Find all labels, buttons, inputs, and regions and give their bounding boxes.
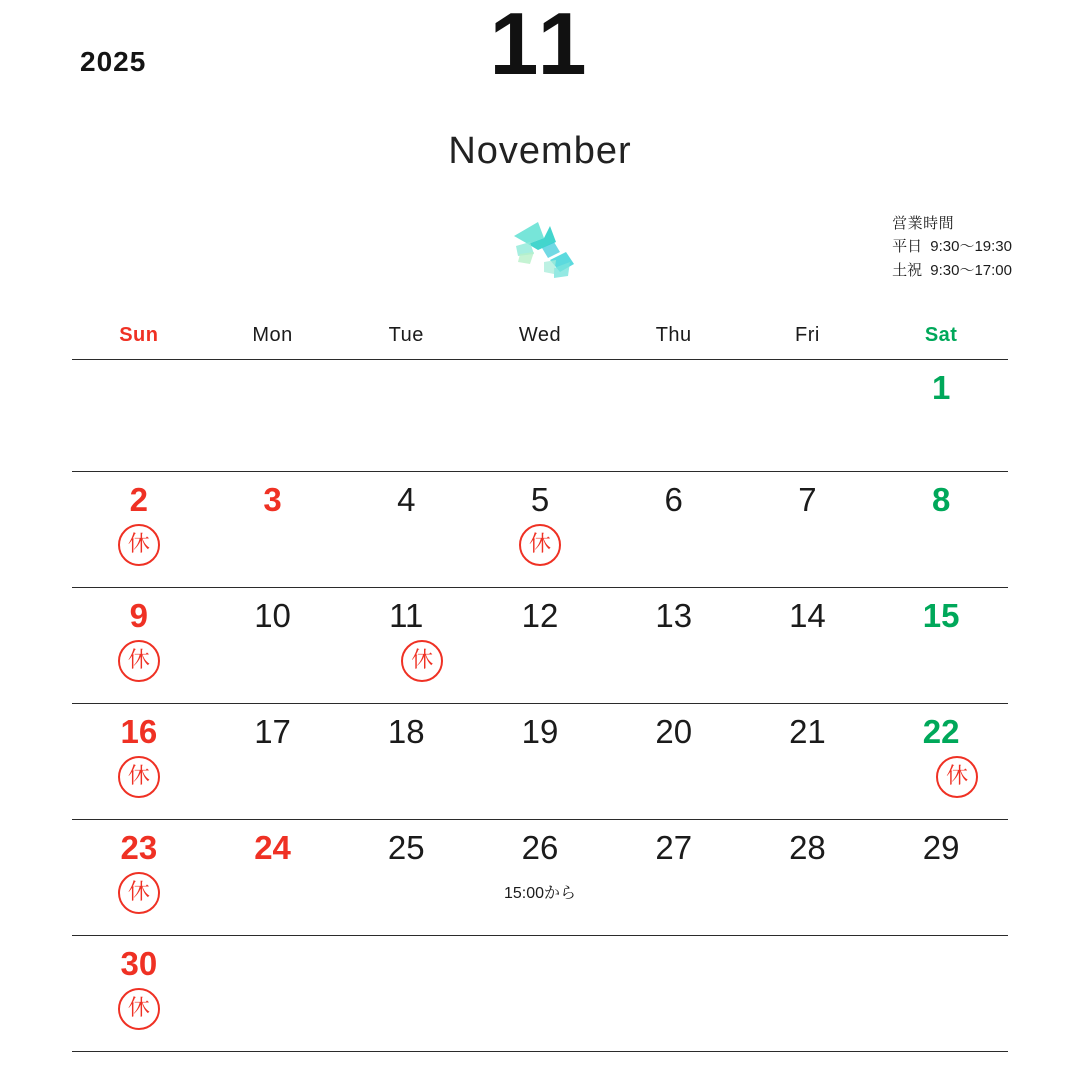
business-hours-weekend-label: 土祝 <box>892 261 923 279</box>
calendar-day-cell[interactable] <box>741 704 875 819</box>
calendar-day-cell[interactable] <box>72 820 206 935</box>
calendar-day-cell[interactable] <box>206 704 340 819</box>
day-number: 19 <box>521 713 559 750</box>
business-hours <box>892 212 1012 282</box>
dow-tue: Tue <box>388 324 424 346</box>
calendar-day-cell[interactable] <box>607 472 741 587</box>
calendar-day-cell[interactable] <box>473 588 607 703</box>
year-label: 2025 <box>80 46 147 77</box>
closed-stamp: 休 <box>519 524 561 566</box>
calendar-day-cell[interactable] <box>741 472 875 587</box>
calendar-weeks <box>72 359 1008 1051</box>
calendar-cell-empty <box>874 936 1008 1051</box>
calendar-day-cell[interactable] <box>72 704 206 819</box>
calendar-day-cell[interactable] <box>473 704 607 819</box>
day-note: 15:00から <box>503 885 577 902</box>
business-hours-weekend-value: 9:30〜17:00 <box>930 261 1012 279</box>
calendar-day-cell[interactable] <box>339 472 473 587</box>
day-number: 10 <box>254 597 291 634</box>
month-number: 11 <box>489 0 591 93</box>
calendar-cell-empty <box>741 360 875 471</box>
calendar-cell-empty <box>473 936 607 1051</box>
day-number: 14 <box>789 597 826 634</box>
calendar-day-cell[interactable] <box>72 588 206 703</box>
month-name: November <box>448 130 632 172</box>
calendar-day-cell[interactable] <box>206 820 340 935</box>
day-number: 25 <box>387 829 425 866</box>
calendar-day-cell[interactable] <box>72 472 206 587</box>
calendar-day-cell[interactable] <box>339 588 473 703</box>
calendar-day-cell[interactable] <box>206 472 340 587</box>
day-number: 7 <box>798 481 817 518</box>
calendar-day-cell[interactable] <box>874 820 1008 935</box>
dow-sat: Sat <box>924 324 958 346</box>
day-number: 8 <box>931 481 951 518</box>
calendar-cell-empty <box>607 360 741 471</box>
calendar-week-row <box>72 587 1008 703</box>
day-number: 20 <box>655 713 693 750</box>
calendar-cell-empty <box>473 360 607 471</box>
day-number: 2 <box>129 481 149 518</box>
day-number: 3 <box>263 481 282 518</box>
business-hours-weekday-label: 平日 <box>892 238 923 256</box>
business-hours-row-weekend <box>892 259 1012 282</box>
day-number: 1 <box>931 369 951 406</box>
day-number: 23 <box>120 829 158 866</box>
business-hours-title: 営業時間 <box>892 215 955 232</box>
closed-stamp: 休 <box>118 524 160 566</box>
day-number: 15 <box>922 597 960 634</box>
dow-fri: Fri <box>795 324 820 346</box>
calendar-cell-empty <box>206 936 340 1051</box>
dow-wed: Wed <box>518 324 562 346</box>
day-number: 29 <box>922 829 960 866</box>
closed-stamp: 休 <box>401 640 443 682</box>
calendar-day-cell[interactable] <box>339 704 473 819</box>
day-number: 22 <box>922 713 960 750</box>
calendar-bottom-rule <box>72 1051 1008 1052</box>
calendar-week-row <box>72 819 1008 935</box>
day-number: 9 <box>129 597 149 634</box>
calendar-day-cell[interactable] <box>741 588 875 703</box>
calendar-cell-empty <box>607 936 741 1051</box>
day-number: 21 <box>789 713 826 750</box>
calendar-cell-empty <box>72 360 206 471</box>
day-number: 30 <box>120 945 158 982</box>
day-number: 13 <box>655 597 693 634</box>
dow-mon: Mon <box>252 324 293 346</box>
day-number: 18 <box>387 713 425 750</box>
closed-stamp: 休 <box>118 640 160 682</box>
calendar-cell-empty <box>206 360 340 471</box>
day-number: 27 <box>655 829 693 866</box>
calendar-day-cell[interactable] <box>339 820 473 935</box>
day-number: 11 <box>389 597 424 634</box>
dow-thu: Thu <box>655 324 692 346</box>
calendar-cell-empty <box>339 360 473 471</box>
day-number: 5 <box>530 481 550 518</box>
business-hours-weekday-value: 9:30〜19:30 <box>930 238 1012 256</box>
calendar-day-cell[interactable] <box>607 820 741 935</box>
calendar-week-row <box>72 471 1008 587</box>
calendar-day-cell[interactable] <box>206 588 340 703</box>
day-number: 16 <box>120 713 158 750</box>
calendar-day-cell[interactable] <box>874 704 1008 819</box>
calendar-day-cell[interactable] <box>473 472 607 587</box>
day-number: 6 <box>664 481 683 518</box>
calendar-week-row <box>72 359 1008 471</box>
day-number: 26 <box>521 829 559 866</box>
calendar-cell-empty <box>741 936 875 1051</box>
closed-stamp: 休 <box>118 872 160 914</box>
bird-illustration-icon <box>498 212 590 292</box>
business-hours-row-weekday <box>892 235 1012 258</box>
calendar-day-cell[interactable] <box>874 588 1008 703</box>
day-of-week-header <box>72 324 1008 359</box>
closed-stamp: 休 <box>118 988 160 1030</box>
day-number: 24 <box>254 829 291 866</box>
calendar-day-cell[interactable] <box>741 820 875 935</box>
closed-stamp: 休 <box>936 756 978 798</box>
calendar-day-cell[interactable] <box>874 472 1008 587</box>
calendar-grid <box>72 324 1008 1052</box>
calendar-day-cell[interactable] <box>607 588 741 703</box>
calendar-week-row <box>72 703 1008 819</box>
day-number: 28 <box>789 829 826 866</box>
closed-stamp: 休 <box>118 756 160 798</box>
day-number: 17 <box>254 713 291 750</box>
calendar-day-cell[interactable] <box>473 820 607 935</box>
calendar-day-cell[interactable] <box>607 704 741 819</box>
calendar-week-row <box>72 935 1008 1051</box>
day-number: 4 <box>397 481 416 518</box>
calendar-day-cell[interactable] <box>72 936 206 1051</box>
calendar-day-cell[interactable] <box>874 360 1008 471</box>
calendar-cell-empty <box>339 936 473 1051</box>
day-number: 12 <box>521 597 559 634</box>
dow-sun: Sun <box>119 324 159 346</box>
